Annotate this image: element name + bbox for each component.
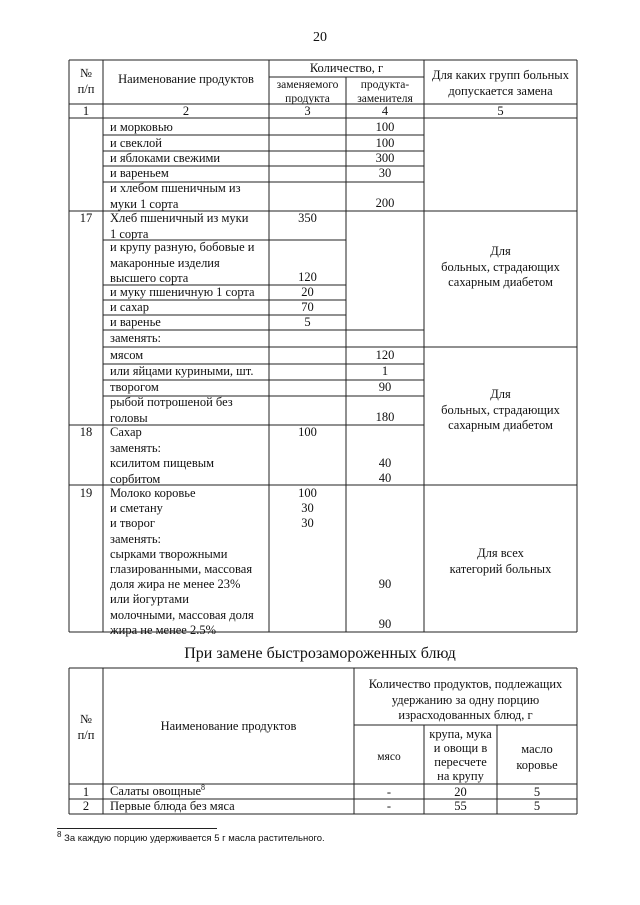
t1-row-value: 100 [298,486,317,500]
t1-row-value: 30 [301,501,314,515]
t1-row-value: 90 [378,380,392,394]
t2-row-grain: 55 [454,799,467,813]
t1-row-name: и сахар [110,300,149,314]
t1-row-value: 40 [378,471,392,485]
t2-row-name: Первые блюда без мяса [110,799,235,813]
t1-row-name: заменять: [110,331,162,345]
t1-row-name: мясом [110,348,144,362]
t1-colnum-2: 2 [182,104,190,118]
t1-header-groups: Для каких групп больных допускается замена [432,68,569,98]
t1-header-replaced: заменяемого продукта [276,79,339,105]
t1-row-value: 5 [304,315,311,329]
t2-header-qty: Количество продуктов, подлежащих удержанию за одну порцию израсходованных блюд, г [368,677,563,722]
t1-row-name: и свеклой [110,136,162,150]
t1-row-value: 100 [375,120,395,134]
t1-group-diabetes: Для больных, страдающих сахарным диабетом [441,244,560,289]
t1-row-num: 18 [79,425,93,439]
footnote: $^8$ За каждую порцию удерживается 5 г масла растительного. [57,829,325,844]
t2-row-butter: 5 [533,785,541,799]
t2-row-butter: 5 [533,799,541,813]
t1-group-all: Для всех категорий больных [449,546,552,576]
footnote-ref: 8 [201,782,206,792]
t1-row-value: 180 [375,410,395,424]
t1-row-name: и муку пшеничную 1 сорта [110,285,255,299]
t1-row-num: 19 [79,486,93,500]
t1-colnum-3: 3 [304,104,311,118]
footnote-separator [57,828,217,829]
t1-row-value: 40 [378,456,392,470]
t2-row-grain: 20 [454,785,467,799]
t2-row-num: 2 [82,799,90,813]
t2-row-meat: - [386,785,392,799]
t1-row-value: 100 [375,136,395,150]
t1-row-name: и морковью [110,120,173,134]
t1-row-name: или яйцами куриными, шт. [110,364,254,378]
t1-row-value: 20 [301,285,314,299]
t2-row-meat: - [386,799,392,813]
t1-row-name: Сахар заменять: ксилитом пищевым сорбитом [110,425,215,486]
t1-colnum-4: 4 [381,104,389,118]
t1-row-name: Молоко коровье и сметану и творог заменять: сырками творожными глазированными, массовая доля жира не менее 23% или йогуртами молочными, массовая доля жира не менее 2.5% [110,486,254,637]
t2-row-name: Салаты овощные$^8$ [110,782,206,798]
t1-row-value: 90 [378,577,392,591]
t2-row-num: 1 [82,785,90,799]
t1-group-diabetes: Для больных, страдающих сахарным диабетом [441,387,560,432]
t1-row-value: 70 [301,300,314,314]
t1-row-name: творогом [110,380,159,394]
t1-row-name: и вареньем [110,166,169,180]
t2-header-butter: масло коровье [516,742,558,772]
t1-row-value: 90 [378,617,392,631]
t1-row-name: и варенье [110,315,161,329]
section-title: При замене быстрозамороженных блюд [184,645,456,662]
t1-row-num: 17 [79,211,93,225]
t1-row-value: 30 [301,516,314,530]
t1-header-substitute: продукта- заменителя [357,79,413,105]
t1-row-value: 350 [298,211,317,225]
t1-row-name: и яблоками свежими [110,151,221,165]
t1-row-value: 200 [375,196,395,210]
t1-row-value: 300 [375,151,395,165]
t1-colnum-5: 5 [497,104,504,118]
t2-header-num: № п/п [77,712,95,742]
page-number: 20 [313,30,327,45]
t1-row-name: и хлебом пшеничным из муки 1 сорта [110,181,241,211]
t1-row-name: рыбой потрошеной без головы [110,395,233,425]
t1-row-name: и крупу разную, бобовые и макаронные изделия высшего сорта [110,240,255,285]
t2-header-meat: мясо [377,751,401,763]
t1-row-value: 30 [378,166,392,180]
t1-header-num: № п/п [77,66,95,96]
t1-row-name: Хлеб пшеничный из муки 1 сорта [110,211,249,241]
t2-header-grain: крупа, мука и овощи в пересчете на крупу [429,727,492,783]
t1-row-value: 120 [375,348,395,362]
t1-header-qty: Количество, г [309,61,384,75]
t2-header-name: Наименование продуктов [160,719,297,733]
t1-colnum-1: 1 [82,104,90,118]
t1-row-value: 1 [381,364,389,378]
t1-header-name: Наименование продуктов [118,72,254,86]
t1-row-value: 120 [298,270,317,284]
t1-row-value: 100 [298,425,317,439]
